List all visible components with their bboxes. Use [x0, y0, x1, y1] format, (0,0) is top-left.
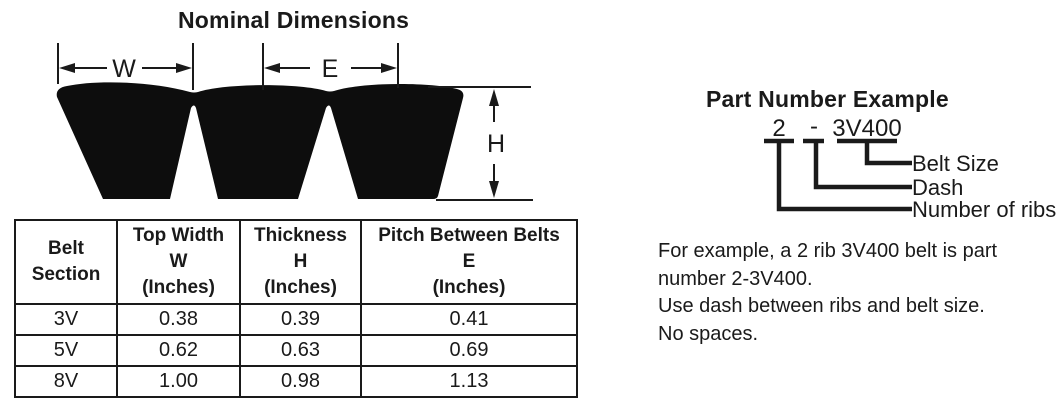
cell-thickness: 0.98: [240, 366, 361, 397]
h-label: H: [486, 130, 506, 158]
callout-dash-label: Dash: [912, 175, 964, 200]
cell-belt-section: 8V: [15, 366, 117, 397]
cell-belt-section: 5V: [15, 335, 117, 366]
note-line: For example, a 2 rib 3V400 belt is part: [658, 240, 998, 262]
header-top-width: [117, 220, 240, 304]
cell-top-width: 0.62: [117, 335, 240, 366]
callout-ribs-label: Number of ribs: [912, 197, 1057, 222]
note-line: number 2-3V400.: [658, 267, 813, 290]
header-line: E: [462, 251, 476, 272]
e-arrow-left-icon: [264, 63, 280, 73]
e-label: E: [321, 55, 339, 83]
cell-pitch: 0.41: [361, 304, 577, 335]
header-line: Thickness: [254, 225, 347, 246]
belt-cross-section-diagram: [0, 0, 600, 216]
cell-belt-section: 3V: [15, 304, 117, 335]
header-line: Pitch Between Belts: [378, 225, 560, 246]
cell-thickness: 0.39: [240, 304, 361, 335]
header-line: H: [293, 251, 308, 272]
cell-top-width: 1.00: [117, 366, 240, 397]
h-arrow-down-icon: [489, 181, 499, 198]
part-number-callout-diagram: [700, 110, 1064, 230]
header-line: W: [169, 251, 188, 272]
part-number-ribs: 2: [772, 115, 786, 142]
callout-leader-lines: [779, 141, 912, 209]
cell-top-width: 0.38: [117, 304, 240, 335]
header-line: Section: [31, 264, 101, 285]
part-number-belt-size: 3V400: [832, 115, 902, 142]
callout-belt-size-label: Belt Size: [912, 151, 999, 176]
table-row: [15, 366, 577, 397]
part-number-notes: [658, 238, 997, 348]
cell-pitch: 0.69: [361, 335, 577, 366]
table-row: [15, 335, 577, 366]
nominal-dimensions-title: Nominal Dimensions: [178, 7, 410, 33]
header-thickness: [240, 220, 361, 304]
belt-profile-shape: [57, 82, 464, 199]
header-belt-section: [15, 220, 117, 304]
table-header-row: [15, 220, 577, 304]
w-arrow-left-icon: [59, 63, 75, 73]
note-line: Use dash between ribs and belt size.: [658, 295, 985, 317]
header-line: (Inches): [142, 277, 215, 298]
part-number-example-title: Part Number Example: [706, 86, 949, 112]
cell-thickness: 0.63: [240, 335, 361, 366]
belt-dimensions-table: [14, 219, 578, 398]
w-arrow-right-icon: [176, 63, 192, 73]
cell-pitch: 1.13: [361, 366, 577, 397]
table-row: [15, 304, 577, 335]
note-line: No spaces.: [658, 322, 759, 345]
header-line: Top Width: [132, 225, 225, 246]
e-arrow-right-icon: [381, 63, 397, 73]
header-pitch: [361, 220, 577, 304]
header-line: Belt: [48, 238, 84, 259]
w-label: W: [112, 55, 136, 83]
part-number-dash: -: [810, 113, 818, 140]
header-line: (Inches): [432, 277, 506, 298]
h-arrow-up-icon: [489, 89, 499, 106]
header-line: (Inches): [264, 277, 337, 298]
